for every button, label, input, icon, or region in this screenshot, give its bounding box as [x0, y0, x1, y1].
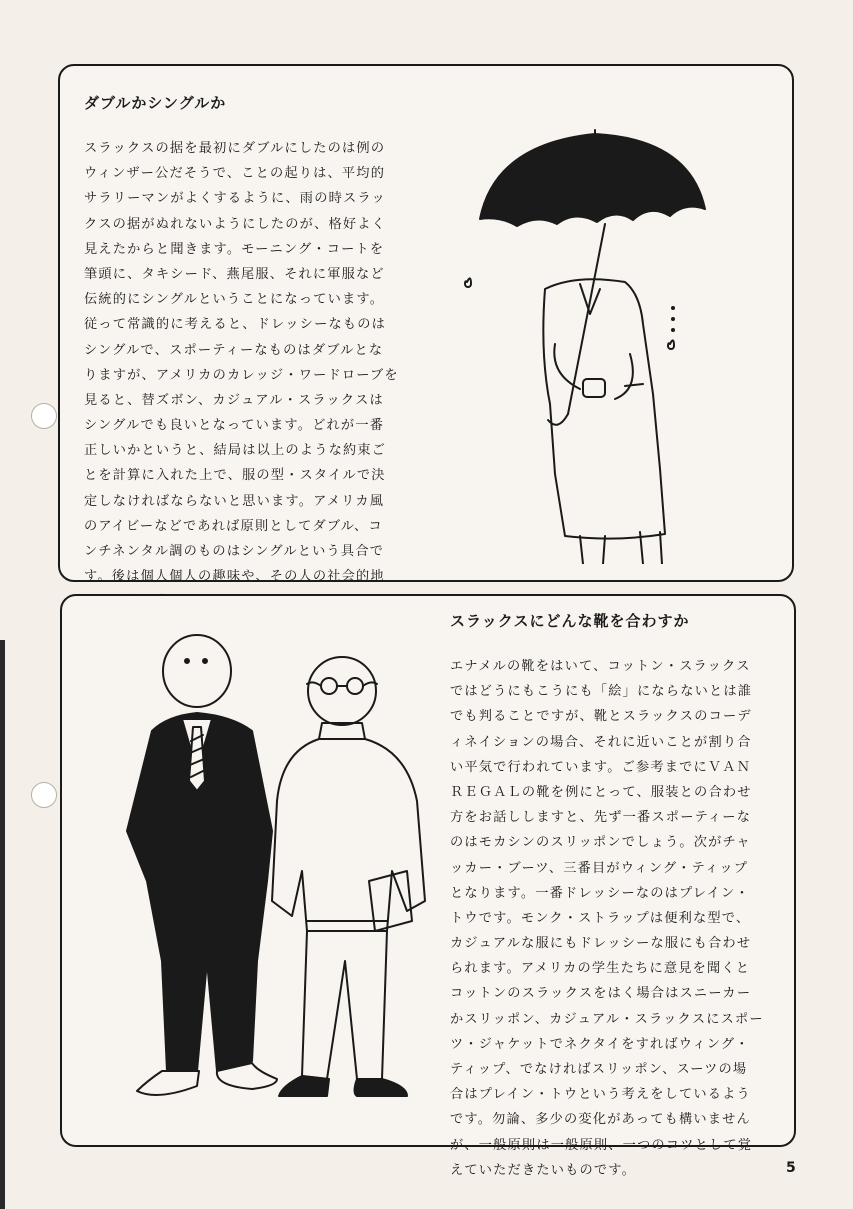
text-line: 筆頭に、タキシード、燕尾服、それに軍服など: [84, 266, 385, 282]
text-line: のはモカシンのスリッポンでしょう。次がチャ: [450, 835, 751, 851]
punch-hole-bottom: [31, 782, 57, 808]
text-line: ウィンザー公だそうで、ことの起りは、平均的: [84, 166, 386, 182]
text-line: えていただきたいものです。: [450, 1162, 636, 1178]
text-line: 方をお話ししますと、先ず一番スポーティーな: [450, 810, 752, 826]
text-line: い平気で行われています。ご参考までにＶＡＮ: [450, 759, 752, 775]
text-line: ッカー・ブーツ、三番目がウィング・ティップ: [450, 860, 749, 876]
text-line: トウです。モンク・ストラップは便利な型で、: [450, 910, 751, 926]
text-line: りますが、アメリカのカレッジ・ワードローブを: [84, 367, 399, 383]
section-box-double-or-single: [58, 64, 794, 585]
umbrella-man-illustration: [455, 124, 725, 564]
text-line: スラックスの据を最初にダブルにしたのは例の: [84, 141, 386, 156]
text-line: 合はプレイン・トウという考えをしているよう: [450, 1087, 751, 1103]
text-line: エナメルの靴をはいて、コットン・スラックス: [450, 659, 751, 674]
text-line: 見ると、替ズボン、カジュアル・スラックスは: [84, 392, 384, 408]
text-line: ィネイションの場合、それに近いことが割り合: [450, 734, 752, 750]
text-line: ンチネンタル調のものはシングルという具合で: [84, 544, 385, 559]
text-line: サラリーマンがよくするように、雨の時スラッ: [84, 191, 386, 207]
text-line: が、一般原則は一般原則、一つのコツとして覚: [450, 1137, 753, 1153]
section-body-text: [84, 136, 399, 615]
section-box-shoes-matching: [60, 594, 796, 1178]
text-line: となります。一番ドレッシーなのはプレイン・: [450, 885, 750, 901]
text-line: クスの据がぬれないようにしたのが、格好よく: [84, 216, 387, 232]
text-line: かスリッポン、カジュアル・スラックスにスポー: [450, 1011, 764, 1027]
text-line: とを計算に入れた上で、服の型・スタイルで決: [84, 468, 386, 484]
page-edge-shadow: [0, 640, 5, 1209]
two-men-illustration: [107, 631, 437, 1131]
section-title: スラックスにどんな靴を合わすか: [450, 612, 690, 630]
text-line: 正しいかというと、結局は以上のような約束ご: [84, 443, 387, 459]
text-line: のアイビーなどであれば原則としてダブル、コ: [84, 518, 383, 534]
text-line: ツ・ジャケットでネクタイをすればウィング・: [450, 1036, 750, 1052]
section-title: ダブルかシングルか: [84, 94, 227, 112]
text-line: コットンのスラックスをはく場合はスニーカー: [450, 986, 752, 1002]
text-line: カジュアルな服にもドレッシーな服にも合わせ: [450, 936, 752, 952]
text-line: でも判ることですが、靴とスラックスのコーデ: [450, 709, 752, 725]
text-line: ではどうにもこうにも「絵」にならないとは誰: [450, 684, 753, 700]
text-line: です。勿論、多少の変化があっても構いません: [450, 1112, 751, 1128]
text-line: ＲＥＧＡＬの靴を例にとって、服装との合わせ: [450, 784, 752, 800]
section-body-text: [450, 654, 764, 1183]
text-line: シングルで、スポーティーなものはダブルとな: [84, 342, 384, 358]
punch-hole-top: [31, 403, 57, 429]
text-line: 従って常識的に考えると、ドレッシーなものは: [84, 317, 387, 333]
text-line: 定しなければならないと思います。アメリカ風: [84, 493, 385, 509]
text-line: 見えたからと聞きます。モーニング・コートを: [84, 241, 385, 257]
text-line: ティップ、でなければスリッポン、スーツの場: [450, 1062, 748, 1077]
text-line: られます。アメリカの学生たちに意見を聞くと: [450, 961, 751, 977]
text-line: 伝統的にシングルということになっています。: [84, 292, 385, 308]
text-line: す。後は個人個人の趣味や、その人の社会的地: [84, 569, 385, 585]
text-line: シングルでも良いとなっています。どれが一番: [84, 418, 385, 434]
page-number: 5: [786, 1160, 796, 1176]
